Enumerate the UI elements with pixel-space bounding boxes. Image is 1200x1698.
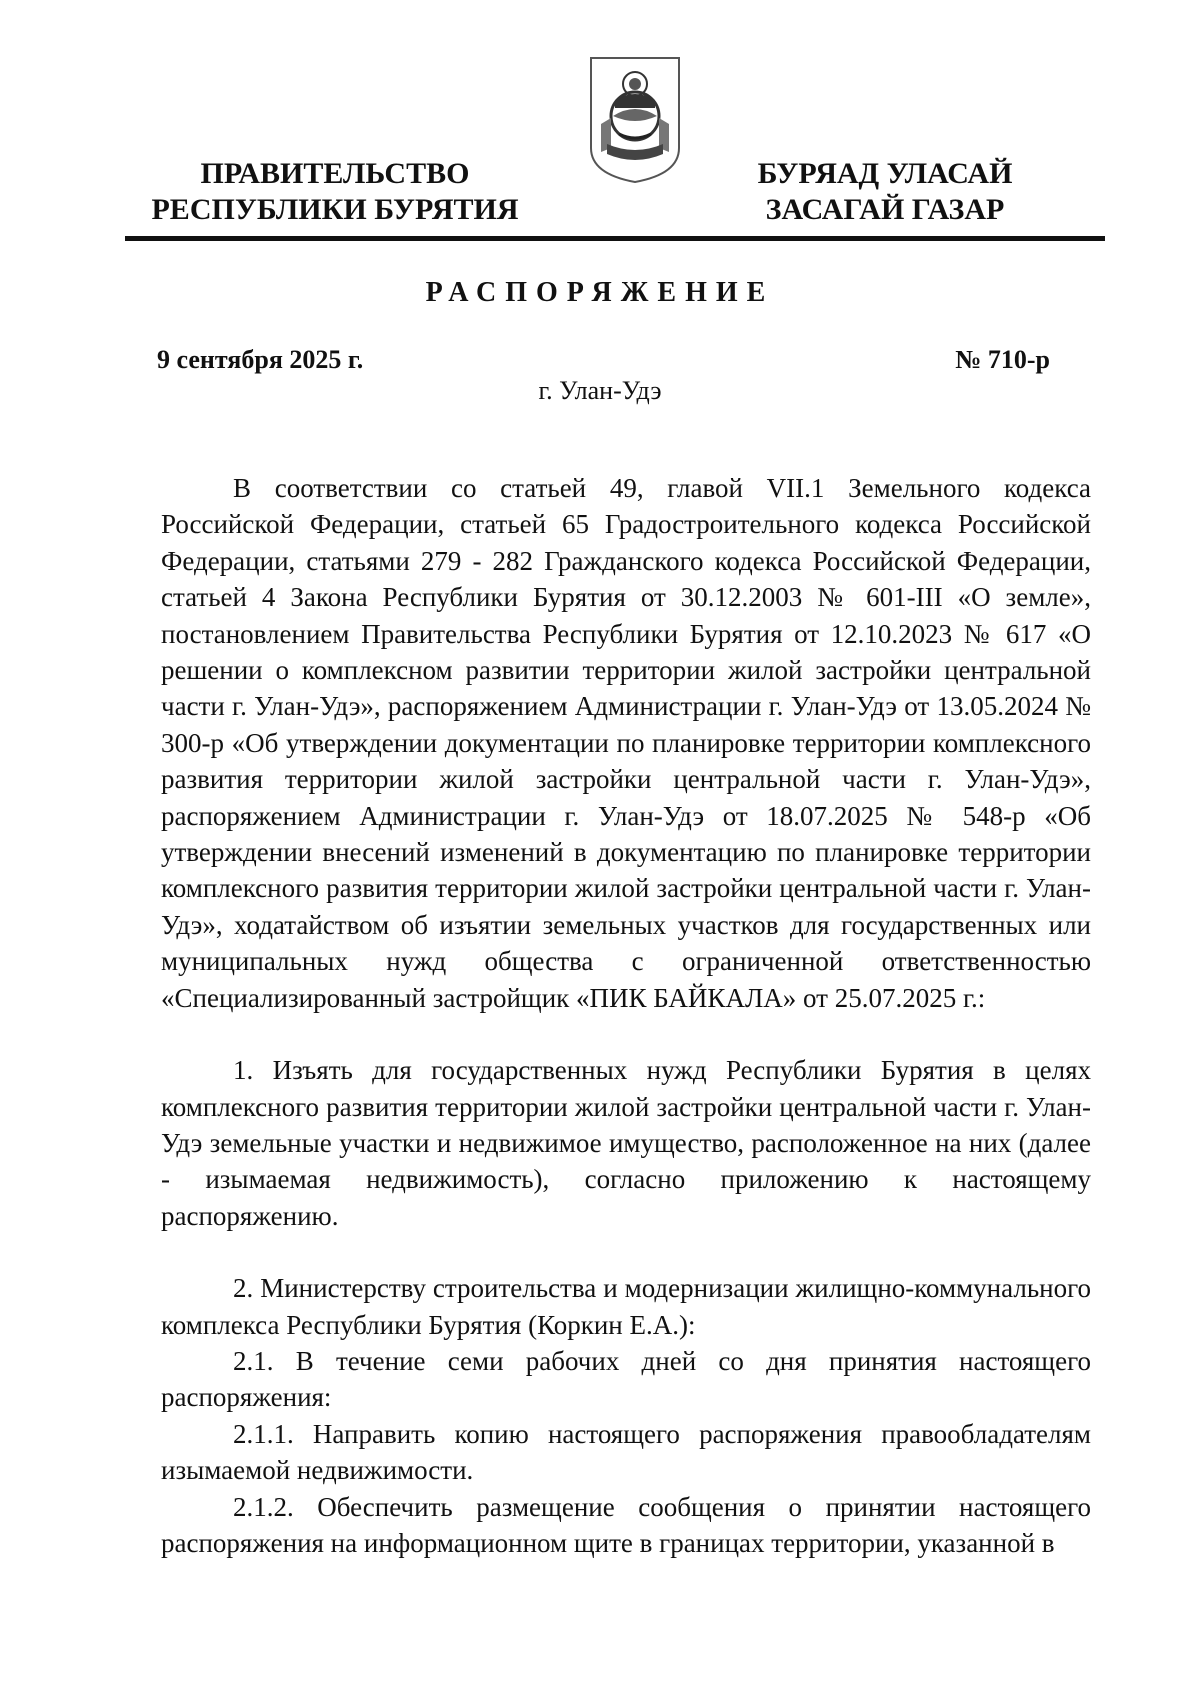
paragraph-2-1-2: 2.1.2. Обеспечить размещение сообщения о принятии настоящего распоряжения на информационном щите в границах территории, указанной в [161,1491,1091,1558]
document-date: 9 сентября 2025 г. [157,345,364,374]
paragraph-1: 1. Изъять для государственных нужд Республики Бурятия в целях комплексного развития территории жилой застройки центральной части г. Улан-Удэ земельные участки и недвижимое имущество, расположенное на них (далее - изымаемая недвижимость), согласно приложению к настоящему распоряжению. [161,1055,1091,1231]
header-divider [125,236,1105,241]
document-number: № 710-р [955,345,1050,374]
header-left [140,156,530,228]
paragraph-2: 2. Министерству строительства и модернизации жилищно-коммунального комплекса Республики Бурятия (Коркин Е.А.): [161,1273,1091,1340]
header-right-line2: ЗАСАГАЙ ГАЗАР [765,193,1005,226]
document-body [161,470,1091,1561]
header-right-line1: БУРЯАД УЛАСАЙ [757,157,1013,190]
header-left-line2: РЕСПУБЛИКИ БУРЯТИЯ [151,193,519,226]
paragraph-preamble: В соответствии со статьей 49, главой VII.1 Земельного кодекса Российской Федерации, статьей 65 Градостроительного кодекса Российской Федерации, статьями 279 - 282 Гражданского кодекса Российской Федерации, статьей 4 Закона Республики Бурятия от 30.12.2003 № 601-III «О земле», постановлением Правительства Республики Бурятия от 12.10.2023 № 617 «О решении о комплексном развитии территории жилой застройки центральной части г. Улан-Удэ», распоряжением Администрации г. Улан-Удэ от 13.05.2024 № 300-р «Об утверждении документации по планировке территории комплексного развития территории жилой застройки центральной части г. Улан-Удэ», распоряжением Администрации г. Улан-Удэ от 18.07.2025 № 548-р «Об утверждении внесений изменений в документацию по планировке территории комплексного развития территории жилой застройки центральной части г. Улан-Удэ», ходатайством об изъятии земельных участков для государственных или муниципальных нужд общества с ограниченной ответственностью «Специализированный застройщик «ПИК БАЙКАЛА» от 25.07.2025 г.: [161,473,1091,1013]
header-left-line1: ПРАВИТЕЛЬСТВО [200,157,470,190]
document-city: г. Улан-Удэ [538,376,662,405]
paragraph-2-1: 2.1. В течение семи рабочих дней со дня принятия настоящего распоряжения: [161,1345,1091,1413]
coat-of-arms-icon [585,52,685,184]
header-right [735,156,1035,228]
paragraph-2-1-1: 2.1.1. Направить копию настоящего распоряжения правообладателям изымаемой недвижимости. [161,1418,1091,1486]
document-title: РАСПОРЯЖЕНИЕ [425,277,775,308]
